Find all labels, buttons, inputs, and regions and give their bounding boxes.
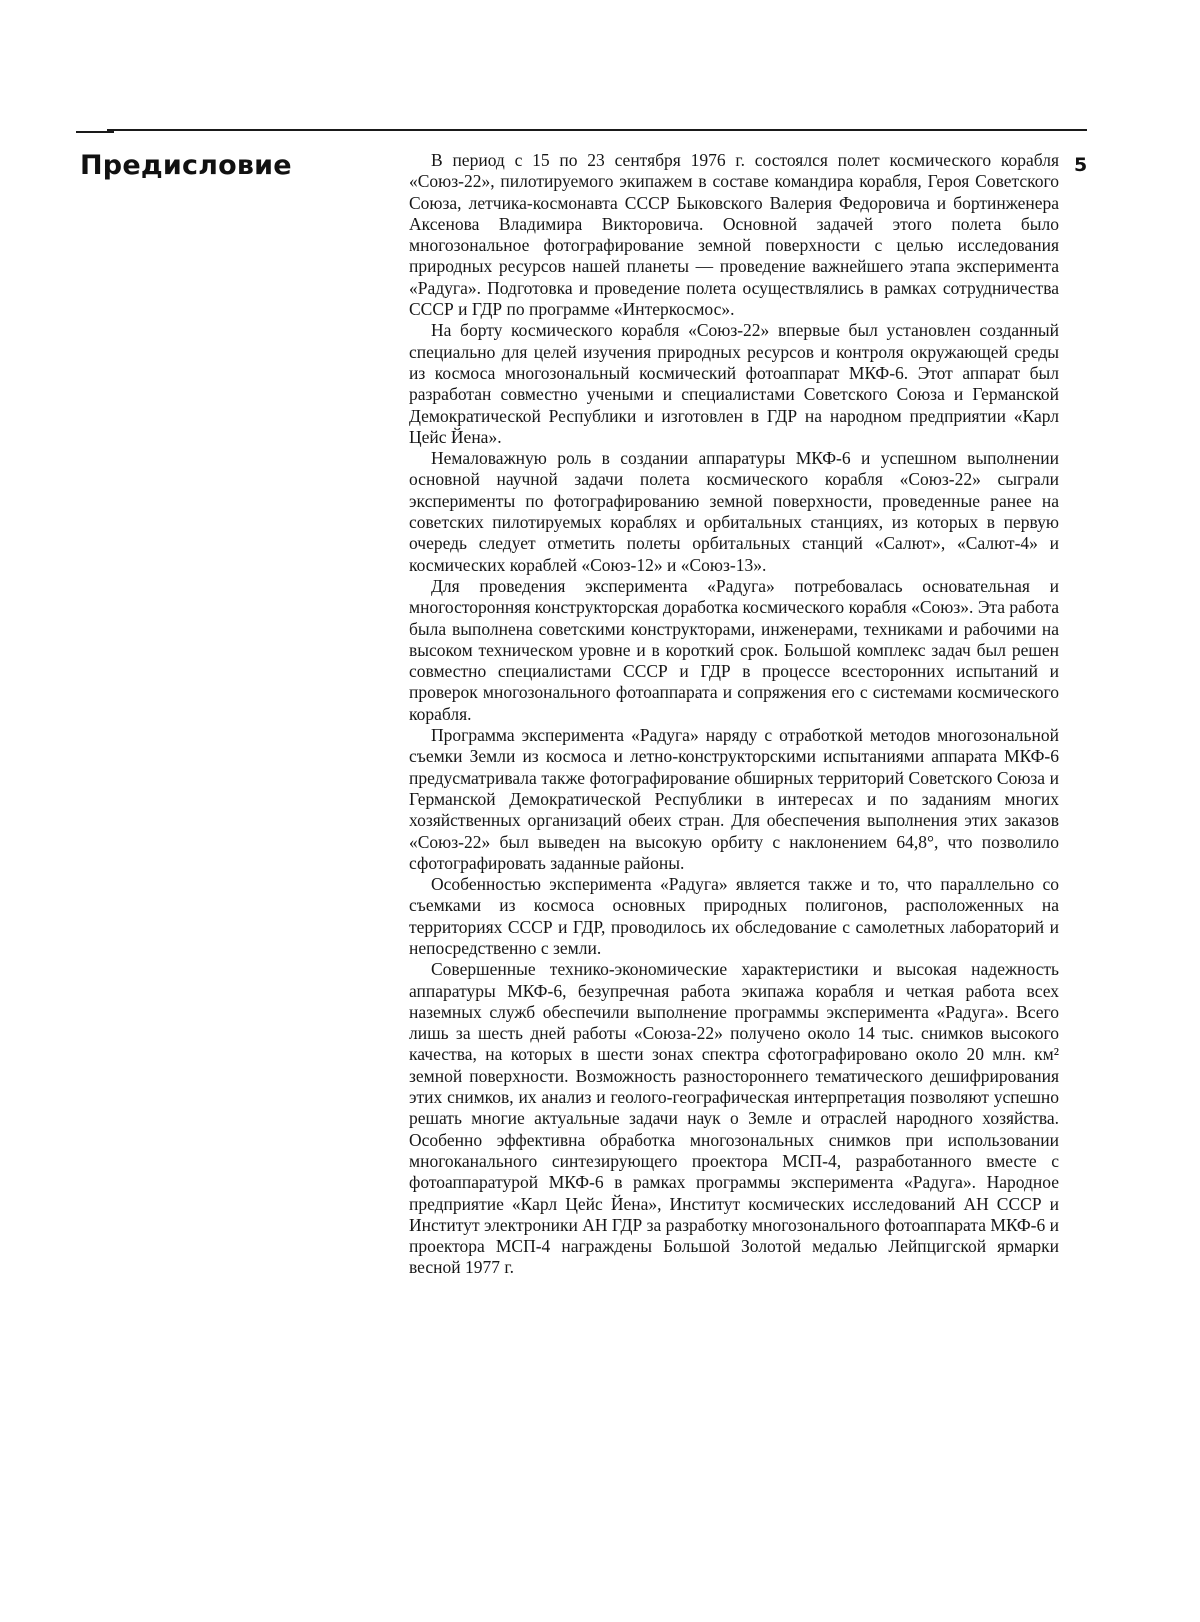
paragraph: Программа эксперимента «Радуга» наряду с отработкой методов многозональной съемки Земли из космоса и летно-конструкторскими испытаниями аппарата МКФ-6 предусматривала также фотографирование обширных территорий Советского Союза и Германской Демократической Республики в интересах и по заданиям многих хозяйственных организаций обеих стран. Для обеспечения выполнения этих заказов «Союз-22» был выведен на высокую орбиту с наклонением 64,8°, что позволило сфотографировать заданные районы. xyxy=(409,725,1059,873)
section-title: Предисловие xyxy=(80,150,292,181)
paragraph: Для проведения эксперимента «Радуга» потребовалась основательная и многосторонняя конструкторская доработка космического корабля «Союз». Эта работа была выполнена советскими конструкторами, инженерами, техниками и рабочими на высоком техническом уровне и в короткий срок. Большой комплекс задач был решен совместно специалистами СССР и ГДР в процессе всесторонних испытаний и проверок многозонального фотоаппарата и сопряжения его с системами космического корабля. xyxy=(409,575,1059,724)
paragraph: Совершенные технико-экономические характеристики и высокая надежность аппаратуры МКФ-6, безупречная работа экипажа корабля и четкая работа всех наземных служб обеспечили выполнение программы эксперимента «Радуга». Всего лишь за шесть дней работы «Союза-22» получено около 14 тыс. снимков высокого качества, на которых в шести зонах спектра сфотографировано около 20 млн. км² земной поверхности. Возможность разностороннего тематического дешифрирования этих снимков, их анализ и геолого-географическая интерпретация позволяют успешно решать многие актуальные задачи наук о Земле и отраслей народного хозяйства. Особенно эффективна обработка многозональных снимков при использовании многоканального синтезирующего проектора МСП-4, разработанного вместе с фотоаппаратурой МКФ-6 в рамках программы эксперимента «Радуга». Народное предприятие «Карл Цейс Йена», Институт космических исследований АН СССР и Институт электроники АН ГДР за разработку многозонального фотоаппарата МКФ-6 и проектора МСП-4 награждены Большой Золотой медалью Лейпцигской ярмарки весной 1977 г. xyxy=(409,959,1059,1278)
body-text xyxy=(409,150,1059,1279)
paragraph: Особенностью эксперимента «Радуга» является также и то, что параллельно со съемками из космоса основных природных полигонов, расположенных на территориях СССР и ГДР, проводилось их обследование с самолетных лабораторий и непосредственно с земли. xyxy=(409,874,1059,958)
paragraph: Немаловажную роль в создании аппаратуры МКФ-6 и успешном выполнении основной научной задачи полета космического корабля «Союз-22» сыграли эксперименты по фотографированию земной поверхности, проведенные ранее на советских пилотируемых кораблях и орбитальных станциях, из которых в первую очередь следует отметить полеты орбитальных станций «Салют», «Салют-4» и космических кораблей «Союз-12» и «Союз-13». xyxy=(409,448,1059,575)
header-rule xyxy=(107,129,1087,131)
paragraph: На борту космического корабля «Союз-22» впервые был установлен созданный специально для целей изучения природных ресурсов и контроля окружающей среды из космоса многозональный космический фотоаппарат МКФ-6. Этот аппарат был разработан совместно учеными и специалистами Советского Союза и Германской Демократической Республики и изготовлен в ГДР на народном предприятии «Карл Цейс Йена». xyxy=(409,320,1059,447)
paragraph: В период с 15 по 23 сентября 1976 г. состоялся полет космического корабля «Союз-22», пилотируемого экипажем в составе командира корабля, Героя Советского Союза, летчика-космонавта СССР Быковского Валерия Федоровича и бортинженера Аксенова Владимира Викторовича. Основной задачей этого полета было многозональное фотографирование земной поверхности с целью исследования природных ресурсов нашей планеты — проведение важнейшего этапа эксперимента «Радуга». Подготовка и проведение полета осуществлялись в рамках сотрудничества СССР и ГДР по программе «Интеркосмос». xyxy=(409,150,1059,320)
header-rule-left xyxy=(76,131,114,133)
page-number: 5 xyxy=(1074,154,1088,176)
